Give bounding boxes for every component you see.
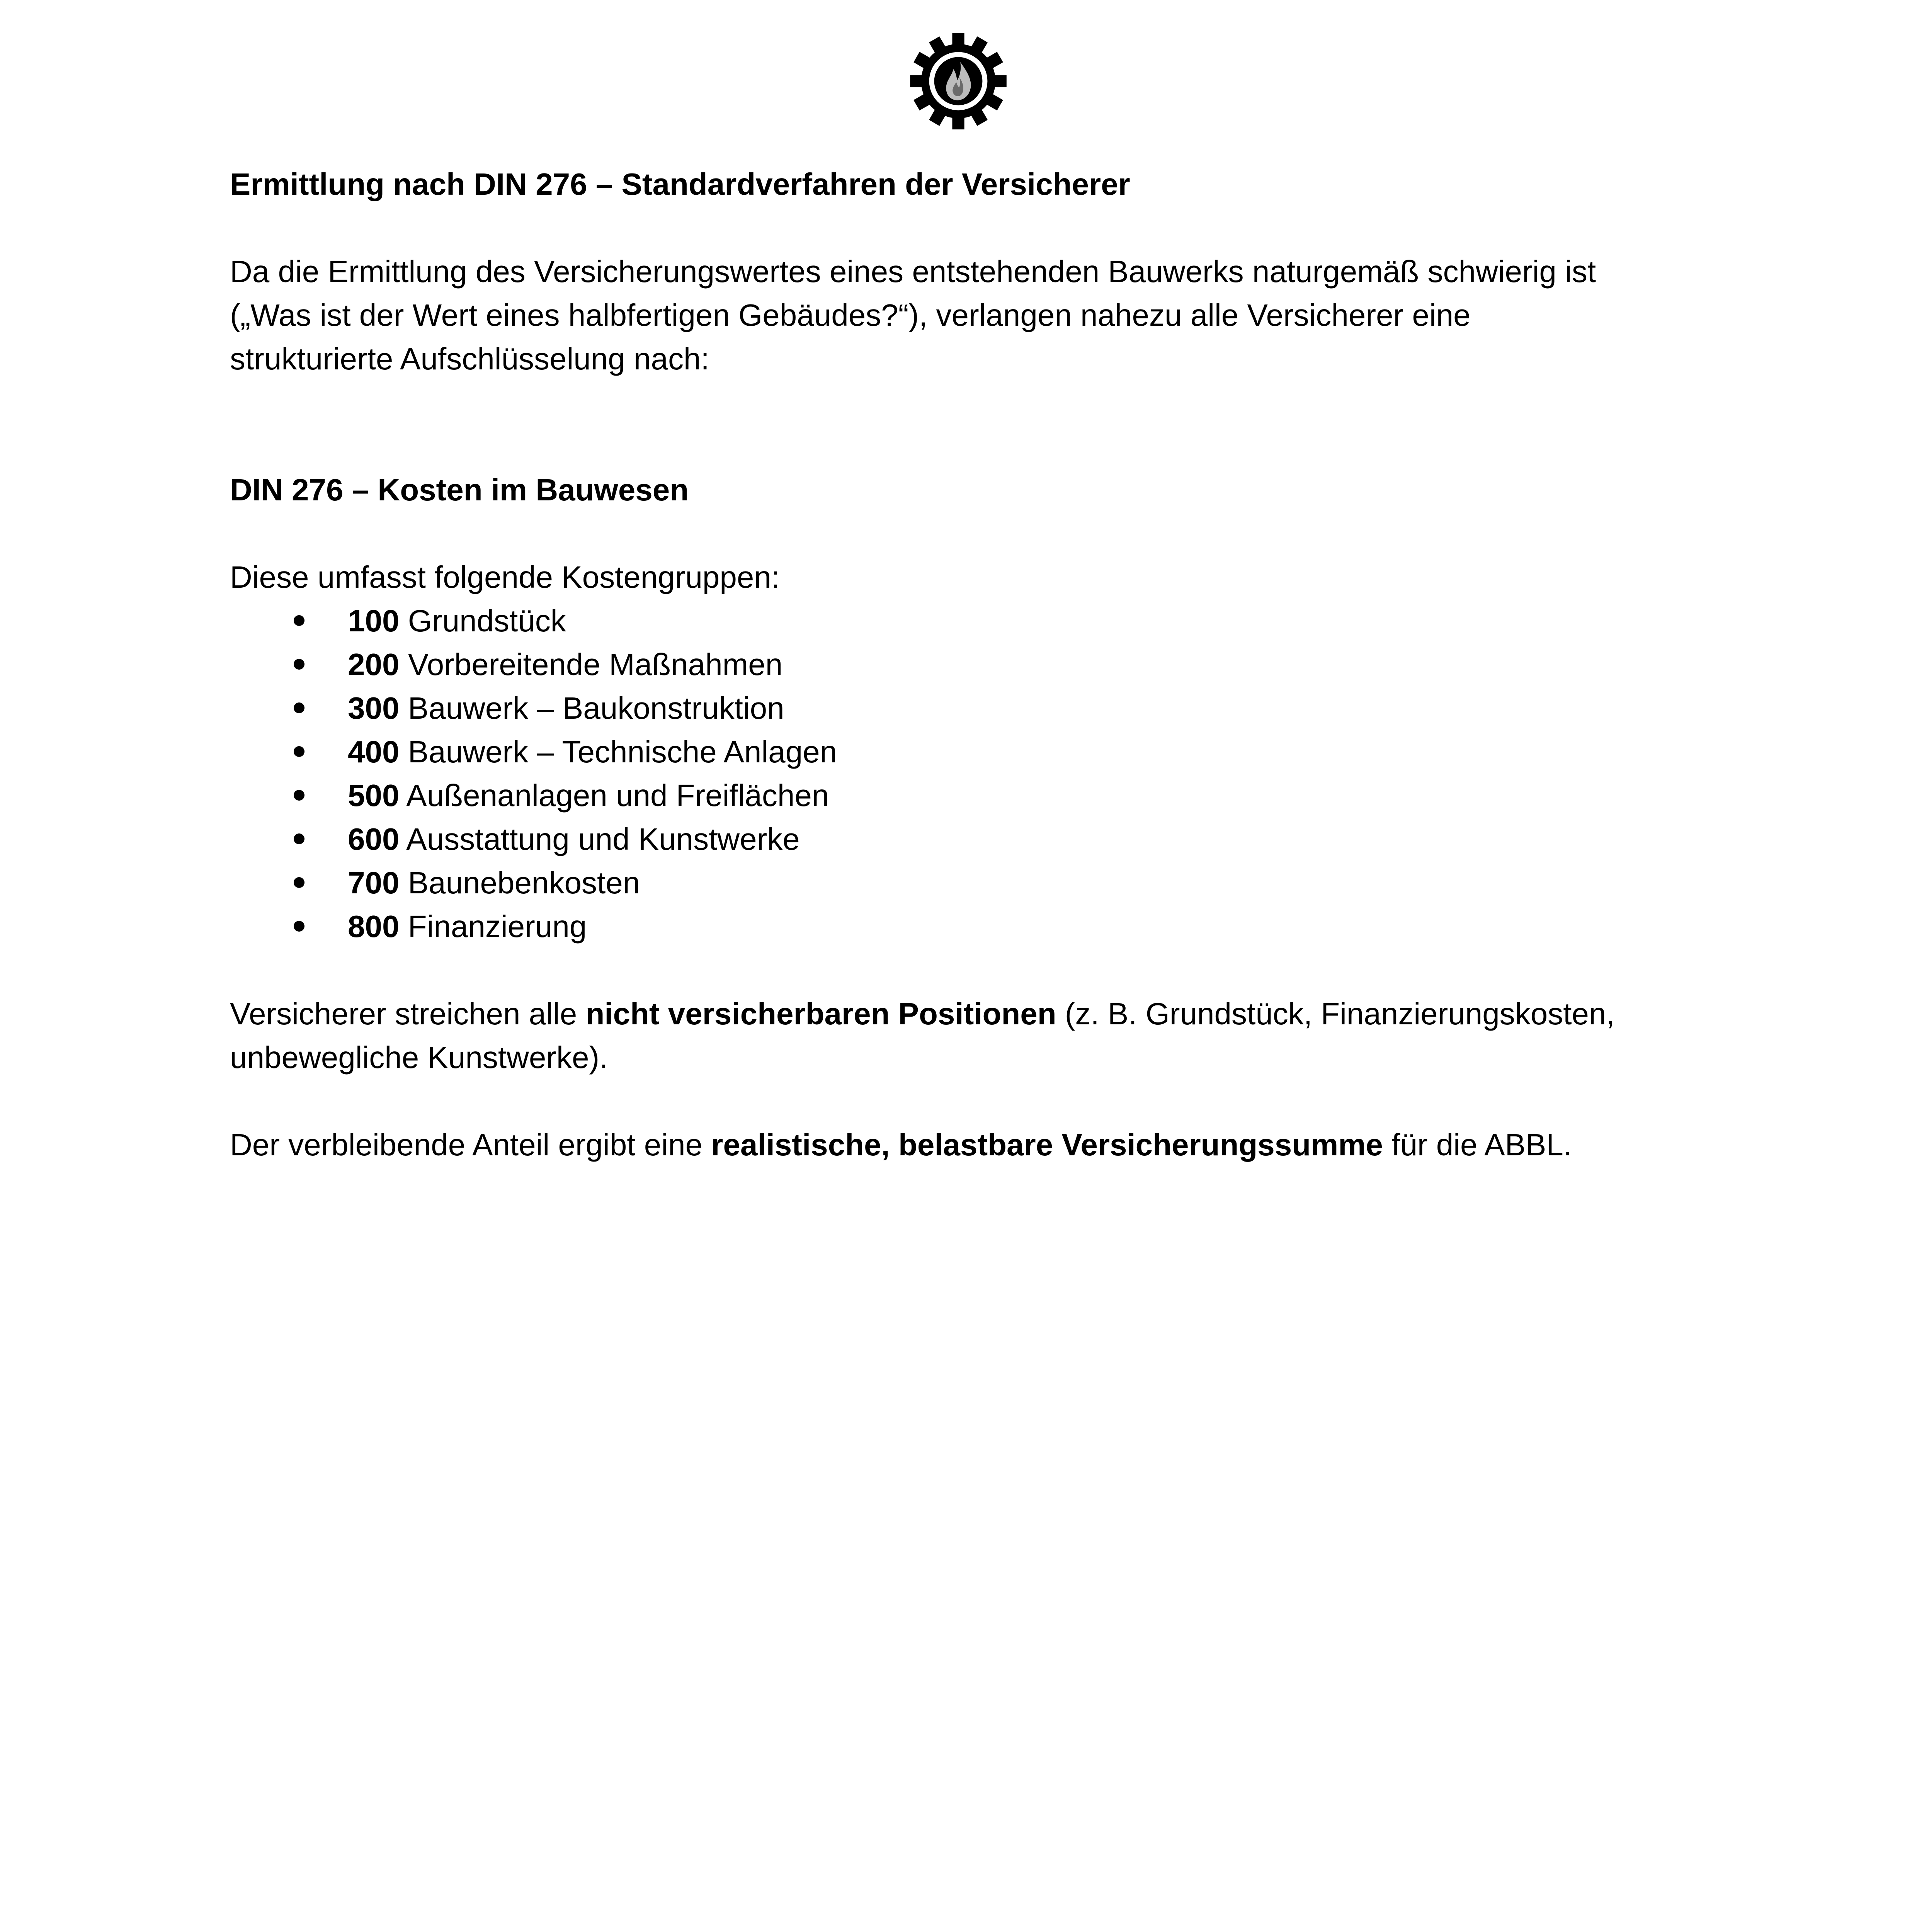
bullet-icon <box>294 746 304 757</box>
bold-text-run: realistische, belastbare Versicherungssumme <box>711 1128 1383 1162</box>
section-title: Ermittlung nach DIN 276 – Standardverfahren der Versicherer <box>230 167 1130 201</box>
bullet-icon <box>294 833 304 844</box>
cost-group-label: Außenanlagen und Freiflächen <box>399 778 829 813</box>
bullet-icon <box>294 790 304 801</box>
bullet-icon <box>294 921 304 932</box>
cost-group-label: Vorbereitende Maßnahmen <box>399 647 783 682</box>
list-item <box>230 643 1687 686</box>
text-run: (z. B. Grundstück, Finanzierungskosten, <box>1056 997 1615 1031</box>
bullet-icon <box>294 659 304 670</box>
paragraph-exclusions-line2: unbewegliche Kunstwerke). <box>230 1040 608 1075</box>
bullet-icon <box>294 877 304 888</box>
cost-group-code: 700 <box>348 866 400 900</box>
text-run: für die ABBL. <box>1383 1128 1572 1162</box>
cost-group-code: 100 <box>348 604 400 638</box>
intro-paragraph-line: Da die Ermittlung des Versicherungswertes eines entstehenden Bauwerks naturgemäß schwierig ist <box>230 254 1596 289</box>
list-intro: Diese umfasst folgende Kostengruppen: <box>230 560 780 594</box>
cost-group-label: Grundstück <box>399 604 566 638</box>
text-run: Der verbleibende Anteil ergibt eine <box>230 1128 711 1162</box>
cost-group-label: Bauwerk – Technische Anlagen <box>399 735 837 769</box>
section-title: DIN 276 – Kosten im Bauwesen <box>230 473 689 507</box>
intro-paragraph-line: strukturierte Aufschlüsselung nach: <box>230 342 709 376</box>
gear-flame-icon <box>908 31 1009 131</box>
paragraph-exclusions <box>230 992 1687 1036</box>
text-run: Versicherer streichen alle <box>230 997 586 1031</box>
page-content <box>230 162 1687 1167</box>
list-item <box>230 686 1687 730</box>
bullet-icon <box>294 615 304 626</box>
list-item <box>230 730 1687 774</box>
cost-group-code: 500 <box>348 778 400 813</box>
list-item <box>230 905 1687 948</box>
list-item <box>230 817 1687 861</box>
cost-group-code: 400 <box>348 735 400 769</box>
cost-group-label: Baunebenkosten <box>399 866 640 900</box>
cost-group-code: 200 <box>348 647 400 682</box>
cost-group-code: 800 <box>348 909 400 944</box>
list-item <box>230 861 1687 905</box>
bullet-icon <box>294 702 304 713</box>
cost-group-code: 300 <box>348 691 400 725</box>
cost-group-label: Bauwerk – Baukonstruktion <box>399 691 784 725</box>
intro-paragraph-line: („Was ist der Wert eines halbfertigen Gebäudes?“), verlangen nahezu alle Versicherer eine <box>230 298 1471 332</box>
cost-group-code: 600 <box>348 822 400 856</box>
cost-group-label: Finanzierung <box>399 909 587 944</box>
list-item <box>230 774 1687 817</box>
cost-group-label: Ausstattung und Kunstwerke <box>399 822 800 856</box>
list-item <box>230 599 1687 643</box>
bold-text-run: nicht versicherbaren Positionen <box>585 997 1056 1031</box>
paragraph-result <box>230 1123 1687 1167</box>
cost-group-list <box>230 599 1687 948</box>
